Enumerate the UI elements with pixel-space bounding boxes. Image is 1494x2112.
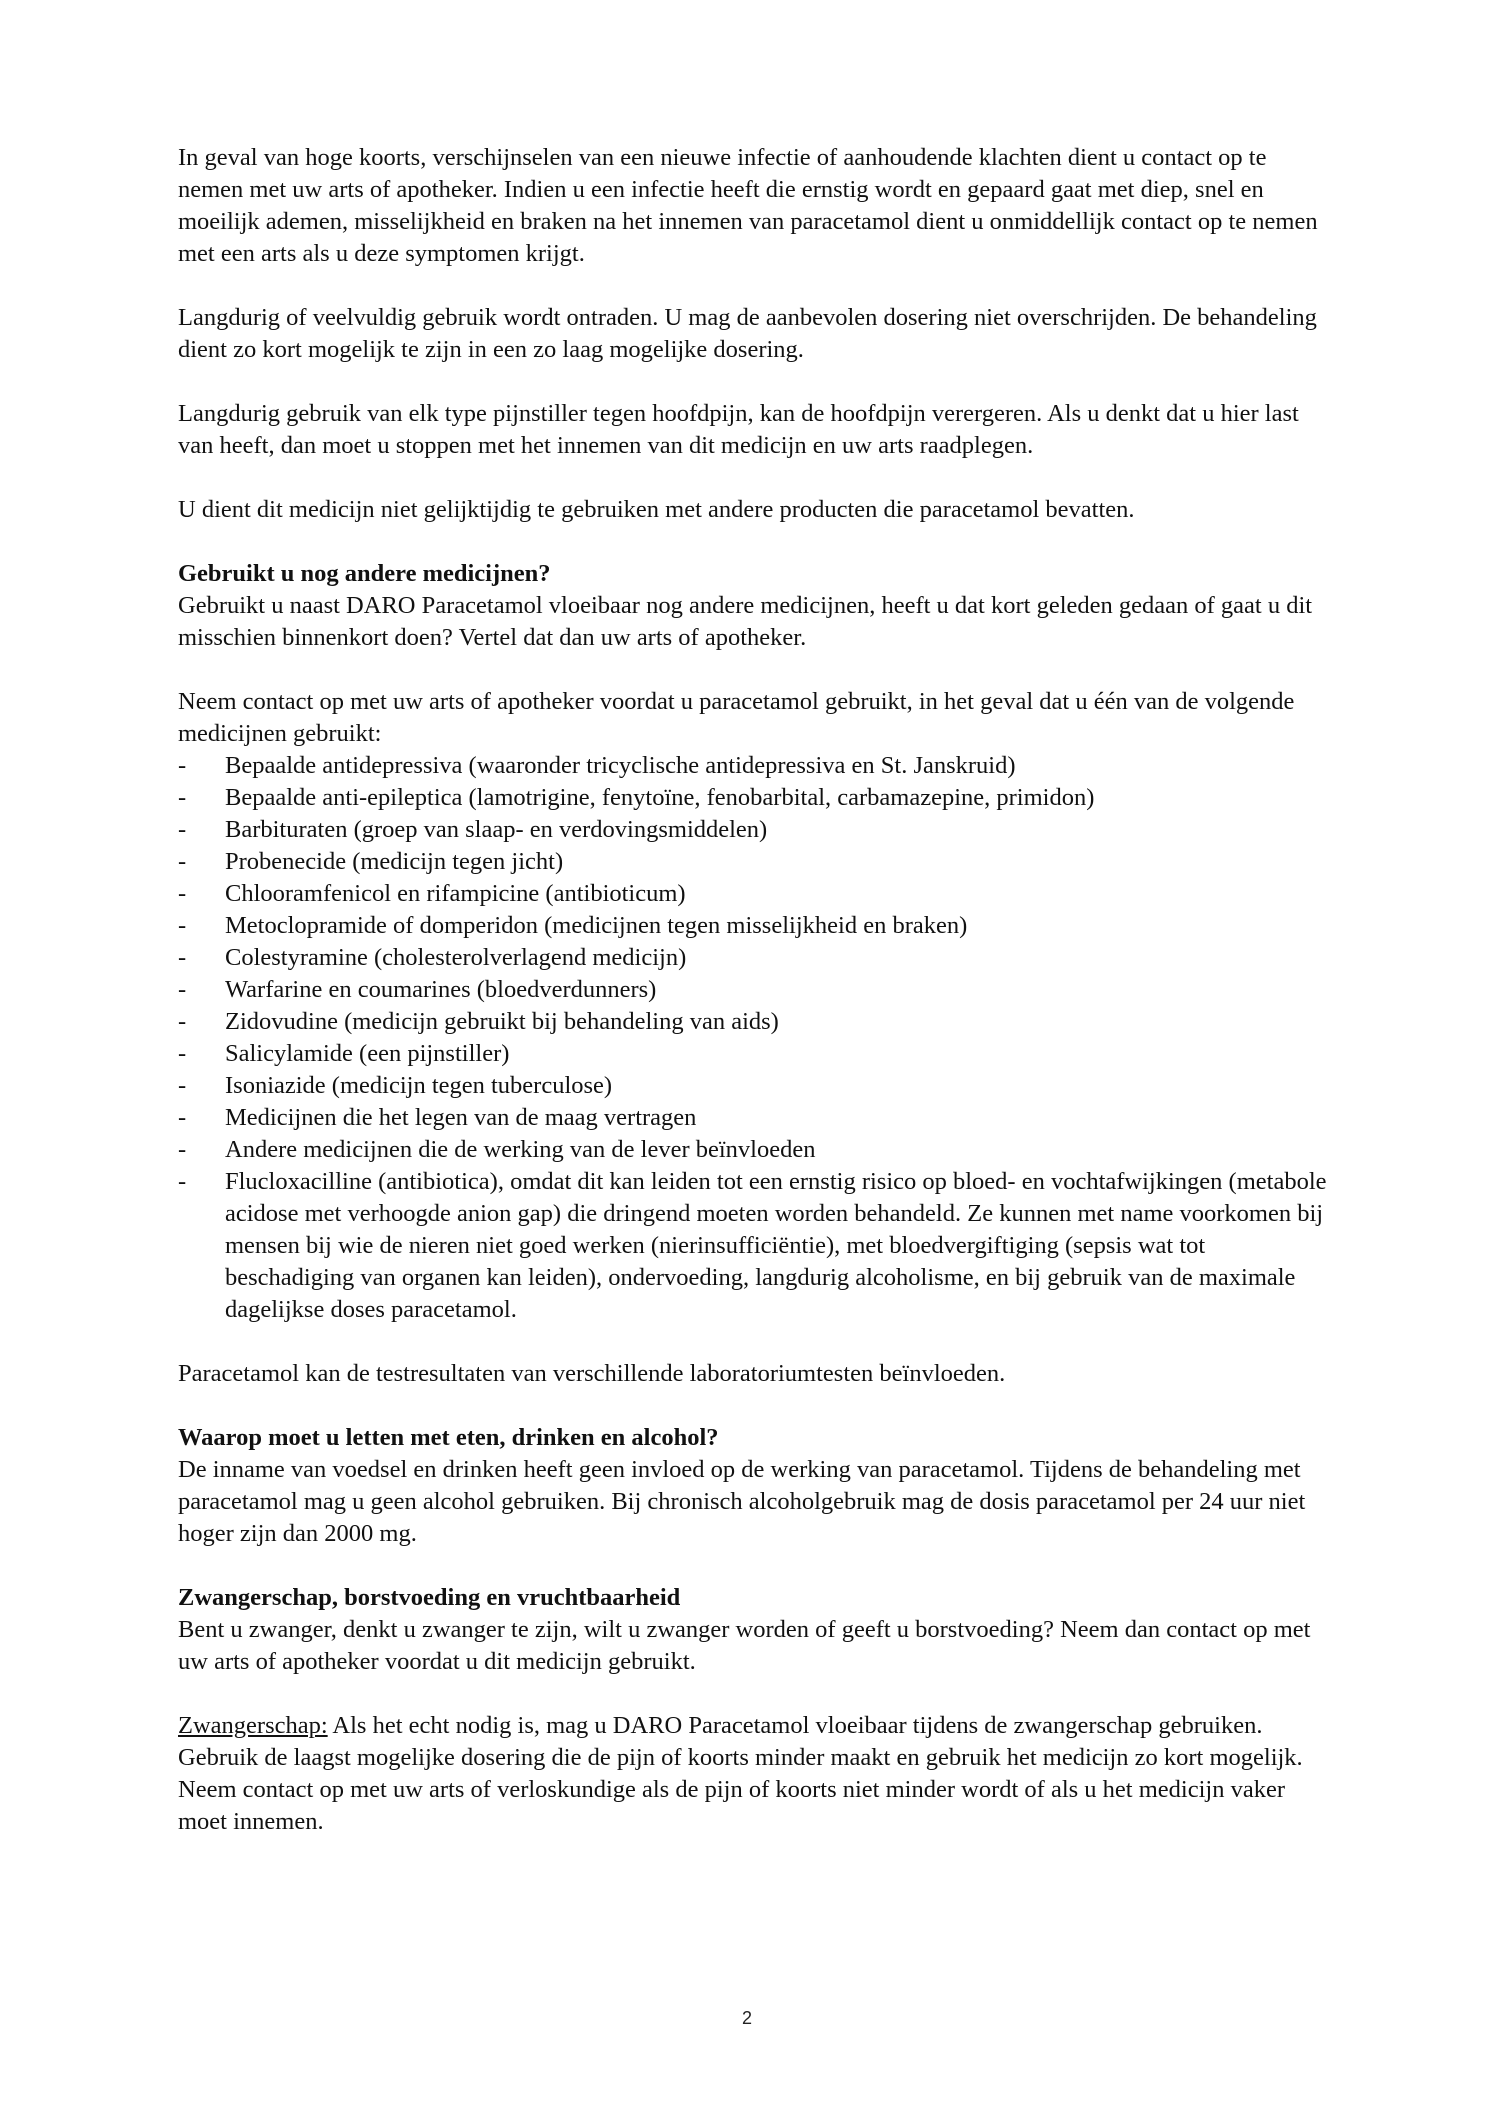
list-item <box>178 1070 1328 1102</box>
list-item-text: Andere medicijnen die de werking van de lever beïnvloeden <box>225 1136 816 1163</box>
paragraph-lab-tests: Paracetamol kan de testresultaten van verschillende laboratoriumtesten beïnvloeden. <box>178 1360 1006 1387</box>
list-item <box>178 1006 1328 1038</box>
list-item <box>178 1166 1328 1326</box>
dash-bullet: - <box>178 784 187 811</box>
list-item-text: Bepaalde antidepressiva (waaronder tricyclische antidepressiva en St. Janskruid) <box>225 752 1016 779</box>
label-pregnancy: Zwangerschap: <box>178 1712 328 1739</box>
list-item-text: Bepaalde anti-epileptica (lamotrigine, fenytoïne, fenobarbital, carbamazepine, primidon) <box>225 784 1095 811</box>
heading-other-medicines: Gebruikt u nog andere medicijnen? <box>178 560 551 587</box>
list-item-text: Warfarine en coumarines (bloedverdunners) <box>225 976 657 1003</box>
list-item <box>178 910 1328 942</box>
list-item <box>178 1038 1328 1070</box>
list-item <box>178 782 1328 814</box>
paragraph-contact-before-use: Neem contact op met uw arts of apotheker voordat u paracetamol gebruikt, in het geval dat u één van de volgende medicijnen gebruikt: <box>178 688 1295 747</box>
list-item-text: Metoclopramide of domperidon (medicijnen tegen misselijkheid en braken) <box>225 912 968 939</box>
section-food-alcohol <box>178 1422 1328 1550</box>
dash-bullet: - <box>178 880 187 907</box>
list-item-text: Zidovudine (medicijn gebruikt bij behandeling van aids) <box>225 1008 779 1035</box>
list-item-text: Flucloxacilline (antibiotica), omdat dit kan leiden tot een ernstig risico op bloed- en vochtafwijkingen (metabole acidose met verhoogde anion gap) die dringend moeten worden behandeld. Ze kunnen met name voorkomen bij mensen bij wie de nieren niet goed werken (nierinsufficiëntie), met bloedvergiftiging (sepsis wat tot beschadiging van organen kan leiden), ondervoeding, langdurig alcoholisme, en bij gebruik van de maximale dagelijkse doses paracetamol. <box>225 1168 1327 1323</box>
list-item <box>178 942 1328 974</box>
list-item <box>178 1134 1328 1166</box>
list-item <box>178 1102 1328 1134</box>
dash-bullet: - <box>178 848 187 875</box>
medicine-list <box>178 750 1328 1326</box>
list-item <box>178 974 1328 1006</box>
text-pregnancy-detail: Als het echt nodig is, mag u DARO Paracetamol vloeibaar tijdens de zwangerschap gebruiken. Gebruik de laagst mogelijke dosering die de pijn of koorts minder maakt en gebruik het medicijn zo kort mogelijk. Neem contact op met uw arts of verloskundige als de pijn of koorts niet minder wordt of als u het medicijn vaker moet innemen. <box>178 1712 1303 1835</box>
dash-bullet: - <box>178 1136 187 1163</box>
section-other-medicines <box>178 558 1328 654</box>
dash-bullet: - <box>178 1104 187 1131</box>
list-item-text: Salicylamide (een pijnstiller) <box>225 1040 510 1067</box>
page-number: 2 <box>741 2008 752 2028</box>
paragraph-food-alcohol: De inname van voedsel en drinken heeft geen invloed op de werking van paracetamol. Tijdens de behandeling met paracetamol mag u geen alcohol gebruiken. Bij chronisch alcoholgebruik mag de dosis paracetamol per 24 uur niet hoger zijn dan 2000 mg. <box>178 1456 1306 1547</box>
list-item-text: Colestyramine (cholesterolverlagend medicijn) <box>225 944 687 971</box>
dash-bullet: - <box>178 1168 187 1195</box>
list-item-text: Probenecide (medicijn tegen jicht) <box>225 848 564 875</box>
dash-bullet: - <box>178 976 187 1003</box>
list-item <box>178 878 1328 910</box>
dash-bullet: - <box>178 912 187 939</box>
paragraph-pregnancy-detail <box>178 1710 1328 1838</box>
dash-bullet: - <box>178 1040 187 1067</box>
paragraph-pregnancy: Bent u zwanger, denkt u zwanger te zijn, wilt u zwanger worden of geeft u borstvoeding? Neem dan contact op met uw arts of apotheker voordat u dit medicijn gebruikt. <box>178 1616 1311 1675</box>
dash-bullet: - <box>178 944 187 971</box>
dash-bullet: - <box>178 1008 187 1035</box>
dash-bullet: - <box>178 752 187 779</box>
heading-food-alcohol: Waarop moet u letten met eten, drinken en alcohol? <box>178 1424 719 1451</box>
document-page <box>178 142 1328 1870</box>
paragraph-headache: Langdurig gebruik van elk type pijnstiller tegen hoofdpijn, kan de hoofdpijn verergeren. Als u denkt dat u hier last van heeft, dan moet u stoppen met het innemen van dit medicijn en uw arts raadplegen. <box>178 400 1299 459</box>
paragraph-other-paracetamol: U dient dit medicijn niet gelijktijdig te gebruiken met andere producten die paracetamol bevatten. <box>178 496 1135 523</box>
list-item-text: Isoniazide (medicijn tegen tuberculose) <box>225 1072 613 1099</box>
dash-bullet: - <box>178 816 187 843</box>
list-item-text: Medicijnen die het legen van de maag vertragen <box>225 1104 697 1131</box>
heading-pregnancy: Zwangerschap, borstvoeding en vruchtbaarheid <box>178 1584 681 1611</box>
paragraph-other-medicines-intro: Gebruikt u naast DARO Paracetamol vloeibaar nog andere medicijnen, heeft u dat kort geleden gedaan of gaat u dit misschien binnenkort doen? Vertel dat dan uw arts of apotheker. <box>178 592 1313 651</box>
list-item <box>178 750 1328 782</box>
dash-bullet: - <box>178 1072 187 1099</box>
list-item <box>178 814 1328 846</box>
paragraph-high-fever: In geval van hoge koorts, verschijnselen van een nieuwe infectie of aanhoudende klachten dient u contact op te nemen met uw arts of apotheker. Indien u een infectie heeft die ernstig wordt en gepaard gaat met diep, snel en moeilijk ademen, misselijkheid en braken na het innemen van paracetamol dient u onmiddellijk contact op te nemen met een arts als u deze symptomen krijgt. <box>178 144 1318 267</box>
list-item-text: Barbituraten (groep van slaap- en verdovingsmiddelen) <box>225 816 768 843</box>
section-pregnancy <box>178 1582 1328 1678</box>
list-item-text: Chlooramfenicol en rifampicine (antibioticum) <box>225 880 686 907</box>
paragraph-prolonged-use: Langdurig of veelvuldig gebruik wordt ontraden. U mag de aanbevolen dosering niet overschrijden. De behandeling dient zo kort mogelijk te zijn in een zo laag mogelijke dosering. <box>178 304 1317 363</box>
list-item <box>178 846 1328 878</box>
